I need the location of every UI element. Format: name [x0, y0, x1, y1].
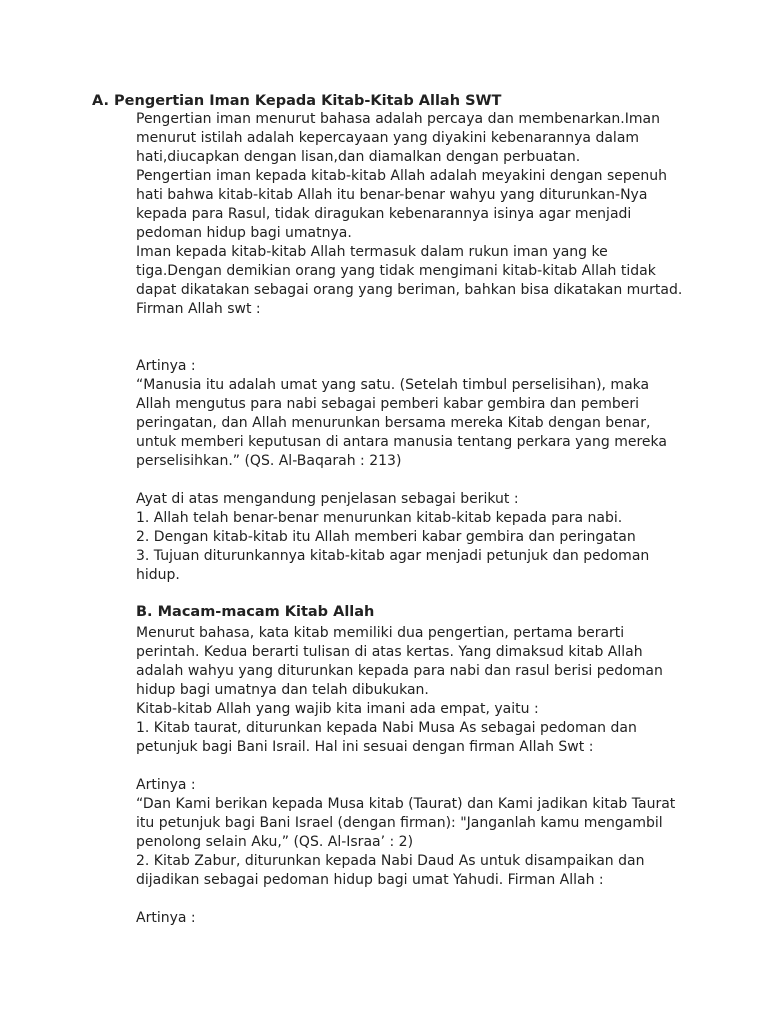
paragraph-line: tiga.Dengan demikian orang yang tidak mengimani kitab-kitab Allah tidak	[136, 263, 656, 279]
quote-line: itu petunjuk bagi Bani Israel (dengan firman): "Janganlah kamu mengambil	[136, 815, 663, 831]
paragraph-line: hati bahwa kitab-kitab Allah itu benar-benar wahyu yang diturunkan-Nya	[136, 187, 648, 203]
paragraph-line: Menurut bahasa, kata kitab memiliki dua pengertian, pertama berarti	[136, 625, 625, 641]
paragraph-line: kepada para Rasul, tidak diragukan kebenarannya isinya agar menjadi	[136, 206, 632, 222]
paragraph-line: menurut istilah adalah kepercayaan yang diyakini kebenarannya dalam	[136, 130, 640, 146]
paragraph-line: perintah. Kedua berarti tulisan di atas kertas. Yang dimaksud kitab Allah	[136, 644, 643, 660]
paragraph-line: hidup bagi umatnya dan telah dibukukan.	[136, 682, 429, 698]
quote-line: untuk memberi keputusan di antara manusia tentang perkara yang mereka	[136, 434, 667, 450]
paragraph-line: Kitab-kitab Allah yang wajib kita imani ada empat, yaitu :	[136, 701, 539, 717]
paragraph-line: Pengertian iman menurut bahasa adalah percaya dan membenarkan.Iman	[136, 111, 660, 127]
quote-line: “Manusia itu adalah umat yang satu. (Setelah timbul perselisihan), maka	[136, 377, 650, 393]
list-item-continued: hidup.	[136, 567, 180, 583]
paragraph-line: hati,diucapkan dengan lisan,dan diamalkan dengan perbuatan.	[136, 149, 581, 165]
paragraph-line: Firman Allah swt :	[136, 301, 261, 317]
list-item: 2. Dengan kitab-kitab itu Allah memberi kabar gembira dan peringatan	[136, 529, 636, 545]
paragraph-line: Pengertian iman kepada kitab-kitab Allah adalah meyakini dengan sepenuh	[136, 168, 668, 184]
translation-label: Artinya :	[136, 777, 196, 793]
list-item: 1. Allah telah benar-benar menurunkan kitab-kitab kepada para nabi.	[136, 510, 623, 526]
list-item: 1. Kitab taurat, diturunkan kepada Nabi Musa As sebagai pedoman dan	[136, 720, 637, 736]
paragraph-line: Iman kepada kitab-kitab Allah termasuk dalam rukun iman yang ke	[136, 244, 608, 260]
translation-label: Artinya :	[136, 910, 196, 926]
list-item-continued: petunjuk bagi Bani Israil. Hal ini sesuai dengan firman Allah Swt :	[136, 739, 594, 755]
section-a-heading: A. Pengertian Iman Kepada Kitab-Kitab Allah SWT	[92, 93, 502, 109]
quote-line: perselisihkan.” (QS. Al-Baqarah : 213)	[136, 453, 402, 469]
section-b-heading: B. Macam-macam Kitab Allah	[136, 604, 375, 620]
explanation-intro: Ayat di atas mengandung penjelasan sebagai berikut :	[136, 491, 519, 507]
paragraph-line: pedoman hidup bagi umatnya.	[136, 225, 352, 241]
list-item-continued: dijadikan sebagai pedoman hidup bagi umat Yahudi. Firman Allah :	[136, 872, 604, 888]
quote-line: Allah mengutus para nabi sebagai pemberi kabar gembira dan pemberi	[136, 396, 639, 412]
list-item: 3. Tujuan diturunkannya kitab-kitab agar menjadi petunjuk dan pedoman	[136, 548, 650, 564]
translation-label: Artinya :	[136, 358, 196, 374]
paragraph-line: adalah wahyu yang diturunkan kepada para nabi dan rasul berisi pedoman	[136, 663, 663, 679]
quote-line: peringatan, dan Allah menurunkan bersama mereka Kitab dengan benar,	[136, 415, 651, 431]
list-item: 2. Kitab Zabur, diturunkan kepada Nabi Daud As untuk disampaikan dan	[136, 853, 645, 869]
quote-line: penolong selain Aku,” (QS. Al-Israa’ : 2)	[136, 834, 414, 850]
paragraph-line: dapat dikatakan sebagai orang yang beriman, bahkan bisa dikatakan murtad.	[136, 282, 683, 298]
quote-line: “Dan Kami berikan kepada Musa kitab (Taurat) dan Kami jadikan kitab Taurat	[136, 796, 676, 812]
